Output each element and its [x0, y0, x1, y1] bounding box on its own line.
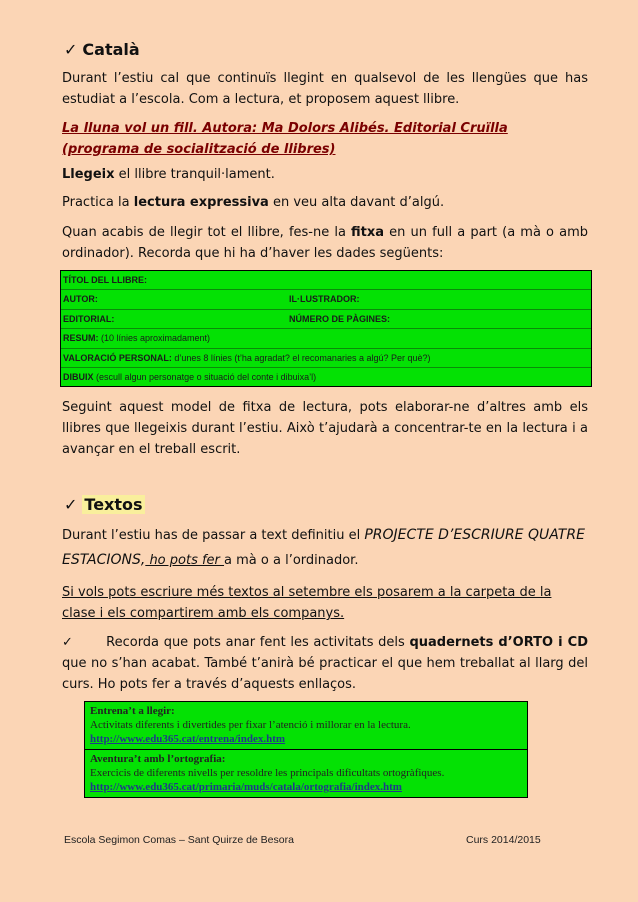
link-title-spelling: Aventura’t amb l’ortografia: — [90, 753, 226, 765]
fitxa-valuation-label: VALORACIÓ PERSONAL: — [63, 352, 172, 363]
catala-heading-text: Català — [82, 40, 140, 59]
fitxa-strong: fitxa — [351, 225, 385, 240]
read-instruction — [62, 164, 588, 185]
link-url-spelling[interactable]: http://www.edu365.cat/primaria/muds/catala/ortografia/index.htm — [90, 781, 402, 793]
fitxa-instruction — [62, 222, 588, 264]
fitxa-title-label: TÍTOL DEL LLIBRE: — [63, 275, 148, 285]
fitxa-drawing-note: (escull algun personatge o situació del conte i dibuixa’l) — [93, 371, 317, 382]
fitxa-illustrator-label: IL·LUSTRADOR: — [289, 294, 360, 305]
fitxa-drawing-label: DIBUIX — [63, 371, 94, 382]
reminder-post: que no s’han acabat. També t’anirà bé practicar el que hem treballat al llarg del curs. Ho pots fer a través d’aquests enllaços. — [62, 656, 588, 692]
link-desc-spelling: Exercicis de diferents nivells per resoldre les principals dificultats ortogràfiques. — [90, 767, 445, 779]
textos-reminder-paragraph — [62, 632, 588, 695]
project-pre: Durant l’estiu has de passar a text definitiu el — [62, 528, 365, 543]
project-name: PROJECTE D’ESCRIURE QUATRE ESTACIONS, — [62, 527, 585, 568]
fitxa-model-table — [60, 270, 592, 387]
project-link[interactable]: ho pots fer — [145, 553, 225, 568]
fitxa-summary-note: (10 línies aproximadament) — [98, 333, 211, 344]
catala-intro: Durant l’estiu cal que continuïs llegint en qualsevol de les llengües que has estudiat a l’escola. Com a lectura, et proposem aquest llibre. — [62, 71, 588, 107]
textos-heading-text: Textos — [84, 495, 143, 514]
footer-course: Curs 2014/2015 — [466, 834, 541, 846]
fitxa-row-drawing — [61, 368, 591, 386]
practice-strong: lectura expressiva — [133, 195, 269, 210]
practice-instruction — [62, 192, 588, 213]
catala-heading — [64, 40, 140, 59]
practice-pre: Practica la — [62, 195, 134, 210]
fitxa-post: en un full a part (a mà o amb ordinador). Recorda que hi ha d’haver les dades següents: — [62, 225, 588, 261]
fitxa-pre: Quan acabis de llegir tot el llibre, fes-ne la — [62, 225, 352, 240]
reminder-strong: quadernets d’ORTO i CD — [409, 635, 588, 650]
textos-project-paragraph — [62, 523, 588, 573]
link-title-reading: Entrena’t a llegir: — [90, 705, 175, 717]
fitxa-row-title — [61, 271, 591, 290]
fitxa-editorial-label: EDITORIAL: — [63, 313, 115, 324]
link-url-reading[interactable]: http://www.edu365.cat/entrena/index.htm — [90, 733, 286, 745]
textos-extra-paragraph: Si vols pots escriure més textos al setembre els posarem a la carpeta de la clase i els compartirem amb els companys. — [62, 585, 552, 621]
reminder-pre: Recorda que pots anar fent les activitats dels — [106, 635, 410, 650]
checkmark-icon: ✓ — [62, 635, 74, 650]
link-cell-spelling — [85, 749, 527, 797]
footer-school: Escola Segimon Comas – Sant Quirze de Besora — [64, 834, 294, 846]
fitxa-row-author — [61, 290, 591, 309]
link-cell-reading — [85, 702, 527, 749]
checkmark-icon: ✓ — [64, 495, 78, 514]
fitxa-row-valuation — [61, 349, 591, 368]
read-strong: Llegeix — [62, 167, 115, 182]
fitxa-author-label: AUTOR: — [63, 294, 98, 305]
fitxa-model-paragraph: Seguint aquest model de fitxa de lectura, pots elaborar-ne d’altres amb els llibres que llegeixis durant l’estiu. Això t’ajudarà a concentrar-te en la lectura i a avançar en el treball escrit. — [62, 400, 588, 457]
fitxa-pages-label: NÚMERO DE PÀGINES: — [289, 313, 391, 324]
fitxa-row-summary — [61, 329, 591, 348]
fitxa-summary-label: RESUM: — [63, 333, 99, 344]
checkmark-icon: ✓ — [64, 40, 78, 59]
fitxa-valuation-note: d’unes 8 línies (t’ha agradat? el recomanaries a algú? Per què?) — [171, 352, 431, 363]
fitxa-row-editorial — [61, 310, 591, 329]
links-table — [84, 701, 528, 798]
project-post: a mà o a l’ordinador. — [224, 553, 359, 568]
book-reference: La lluna vol un fill. Autora: Ma Dolors Alibés. Editorial Cruïlla (programa de socialització de llibres) — [62, 121, 508, 157]
read-rest: el llibre tranquil·lament. — [114, 167, 275, 182]
practice-post: en veu alta davant d’algú. — [268, 195, 445, 210]
link-desc-reading: Activitats diferents i divertides per fixar l’atenció i millorar en la lectura. — [90, 719, 411, 731]
textos-heading — [64, 495, 145, 514]
